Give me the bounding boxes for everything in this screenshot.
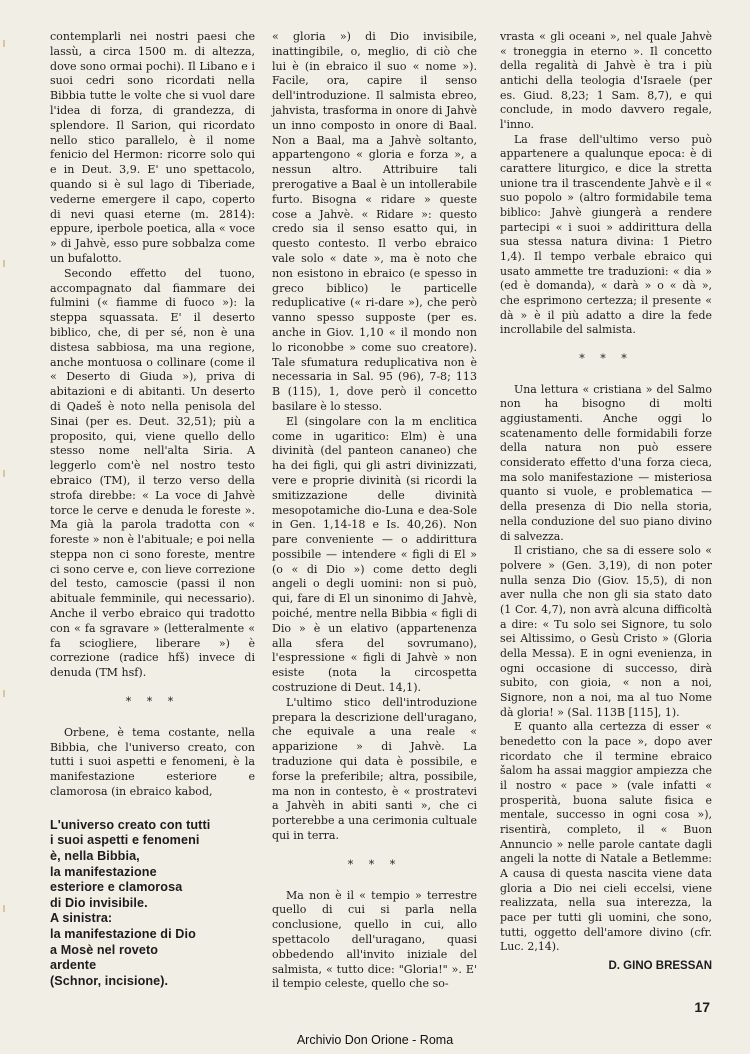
paragraph: La frase dell'ultimo verso può appartenere a qualunque epoca: è di carattere liturgico, e dice la stretta unione tra il trascendente Jahvè e il « suo popolo » (altro formidabile tema biblico: Jahvè giungerà a rendere partecipi « i suoi » addirittura della sua stessa natura divina: 1 Pietro 1,4). Il tempo verbale ebraico qui usato ammette tre traduzioni: « dia » (ed è domanda), « darà » o « dà », che esprimono certezza; il presente « dà » è il più adatto a dire la fede incrollabile del salmista. <box>500 132 712 337</box>
paragraph: vrasta « gli oceani », nel quale Jahvè « troneggia in eterno ». Il concetto della regalità di Jahvè è tra i più antichi della teologia d'Israele (per es. Giud. 8,23; 1 Sam. 8,7), e qui conclude, in modo davvero regale, l'inno. <box>500 30 712 132</box>
caption-line: a Mosè nel roveto <box>50 942 159 957</box>
caption-line: L'universo creato con tutti <box>50 817 211 832</box>
caption-line: di Dio invisibile. <box>50 895 148 910</box>
caption-line: i suoi aspetti e fenomeni <box>50 833 200 848</box>
caption-line: (Schnor, incisione). <box>50 973 169 988</box>
paragraph: « gloria ») di Dio invisibile, inattingibile, o, meglio, di ciò che lui è (in ebraico il suo « nome »). Facile, ora, capire il senso dell'introduzione. Il salmista ebreo, jahvista, trasforma in onore di Jahvè un inno composto in onore di Baal. Non a Baal, ma a Jahvè soltanto, appartengono « gloria e forza », a nessun altro. Attribuire tali prerogative a Baal è un intollerabile furto. Bisogna « ridare » queste cose a Jahvè. « Ridare »: questo credo sia il senso esatto qui, in questo contesto. Il verbo ebraico vale solo « date », ma è noto che non esistono in ebraico (e spesso in greco biblico) le particelle reduplicative (« ri-dare »), che però vanno spesso supposte (per es. anche in Giov. 1,10 « il mondo non lo riconobbe » come suo creatore). Tale sfumatura reduplicativa non è necessaria in Sal. 95 (96), 7-8; 113 B (115), 1, dove però il concetto basilare è lo stesso. <box>272 30 477 413</box>
caption-line: è, nella Bibbia, <box>50 849 140 864</box>
section-divider: * * * <box>125 695 180 709</box>
paragraph: E quanto alla certezza di esser « benedetto con la pace », dopo aver ricordato che il termine ebraico šalom ha assai maggior ampiezza che il nostro « pace » (vale infatti « prosperità, buona salute fisica e mentale, successo in ogni cosa »), risentirà, completo, il « Buon Annuncio » nelle parole cantate dagli angeli la notte di Natale a Betlemme: A causa di questa nascita viene data gloria a Dio nei cieli eccelsi, viene realizzata, nella sua interezza, la pace per tutti gli uomini, che sono, tutti, oggetto dell'amore divino (cfr. Luc. 2,14). <box>500 720 712 954</box>
image-caption <box>50 818 255 990</box>
paragraph: contemplarli nei nostri paesi che lassù, a circa 1500 m. di altezza, dove sono ormai pochi). Il Libano e i suoi cedri sono ricordati nella Bibbia tutte le volte che si vuol dare l'idea di forza, di grandezza, di splendore. Il Sarion, qui ricordato nello stico parallelo, è il nome fenicio del Hermon: ricorre solo qui e in Deut. 3,9. E' uno spettacolo, quando si è sul lago di Tiberiade, vederne emergere il capo, coperto di nevi quasi eterne (m. 2814): eppure, iperbole poetica, alla « voce » di Jahvè, esso pure sobbalza come un bufalotto. <box>50 30 255 265</box>
author-signature: D. GINO BRESSAN <box>608 959 712 972</box>
column-1 <box>50 30 255 989</box>
section-divider: * * * <box>579 352 633 366</box>
paragraph: El (singolare con la m enclitica come in ugaritico: Elm) è una divinità (del panteon cananeo) che ha dei figli, qui gli astri divinizzati, vere e proprie divinità (si ricordi la smitizzazione delle divinità mesopotamiche dio-Luna e dea-Sole in Gen. 1,14-18 e Is. 40,26). Non pare conveniente — o addirittura possibile — intendere « figli di El » (o « di Dio ») come detto degli angeli o degli uomini: non si può, qui, fare di El un sinonimo di Jahvè, poiché, mentre nella Bibbia « figli di Dio » è un elativo (appartenenza alla sfera del sovrumano), l'espressione « figli di Jahvè » non esiste (nota la circospetta costruzione di Deut. 14,1). <box>272 414 477 695</box>
column-2 <box>272 30 477 992</box>
caption-line: la manifestazione di Dio <box>50 927 196 941</box>
column-3 <box>500 30 712 974</box>
paragraph: Ma non è il « tempio » terrestre quello di cui si parla nella conclusione, quello in cui, allo spettacolo dell'uragano, quasi obbedendo all'invito iniziale del salmista, « tutto dice: "Gloria!" ». E' il tempio celeste, quello che so- <box>272 888 477 991</box>
caption-line: esteriore e clamorosa <box>50 880 183 895</box>
paragraph: Il cristiano, che sa di essere solo « polvere » (Gen. 3,19), di non poter nulla senza Dio (Giov. 15,5), di non aver nulla che non gli sia stato dato (1 Cor. 4,7), non avrà alcuna difficoltà a dire: « Tu solo sei Signore, tu solo sei Altissimo, o Gesù Cristo » (Gloria della Messa). E in ogni evenienza, in ogni occasione di successo, dirà subito, con gioia, « non a noi, Signore, non a noi, ma al tuo Nome dà gloria! » (Sal. 113B [115], 1). <box>500 544 712 719</box>
section-divider: * * * <box>347 857 402 871</box>
paragraph: Orbene, è tema costante, nella Bibbia, che l'universo creato, con tutti i suoi aspetti e fenomeni, è la manifestazione esteriore e clamorosa (in ebraico kabod, <box>50 725 255 799</box>
paragraph: Secondo effetto del tuono, accompagnato dal fiammare dei fulmini (« fiamme di fuoco »): la steppa squassata. E' il deserto biblico, che, di per sé, non è una distesa sabbiosa, ma una regione, anche montuosa o collinare (come il « Deserto di Giuda »), priva di abitazioni e di abitanti. Un deserto di Qadeš è noto nella penisola del Sinai (per es. Deut. 32,51); più a proposito, qui, viene quello dello stesso nome nell'alta Siria. A leggerlo com'è nel nostro testo ebraico (TM), il terzo verso della strofa direbbe: « La voce di Jahvè torce le cerve e denuda le foreste ». Ma già la parola tradotta con « foreste » non è l'abituale; e poi nella steppa non ci sono foreste, mentre ci sono cerve e, con lieve correzione del testo, camoscie (passi il non abituale femminile, qui necessario). Anche il verbo ebraico qui tradotto con « fa sgravare » (letteralmente « fa sciogliere, liberare ») è correzione (radice hfš) invece di denuda (TM hsf). <box>50 266 255 680</box>
paragraph: L'ultimo stico dell'introduzione prepara la descrizione dell'uragano, che equivale a una reale « apparizione » di Jahvè. La traduzione qui data è possibile, e forse la preferibile; altra, possibile, ma non in contesto, è « prostratevi a Jahvèh in abiti santi », che ci porterebbe a una cerimonia cultuale qui in terra. <box>272 695 477 843</box>
archive-footer: Archivio Don Orione - Roma <box>296 1033 454 1047</box>
page-number: 17 <box>694 999 710 1015</box>
caption-line: A sinistra: <box>50 911 113 926</box>
caption-line: ardente <box>50 958 97 973</box>
caption-line: la manifestazione <box>50 864 157 879</box>
paragraph: Una lettura « cristiana » del Salmo non ha bisogno di molti aggiustamenti. Anche oggi lo scatenamento delle formidabili forze della natura non può essere considerato effetto d'una forza cieca, ma solo manifestazione — misteriosa quanto si vuole, e problematica — della presenza di Dio nella storia, nella conduzione del suo piano divino di salvezza. <box>500 382 712 543</box>
